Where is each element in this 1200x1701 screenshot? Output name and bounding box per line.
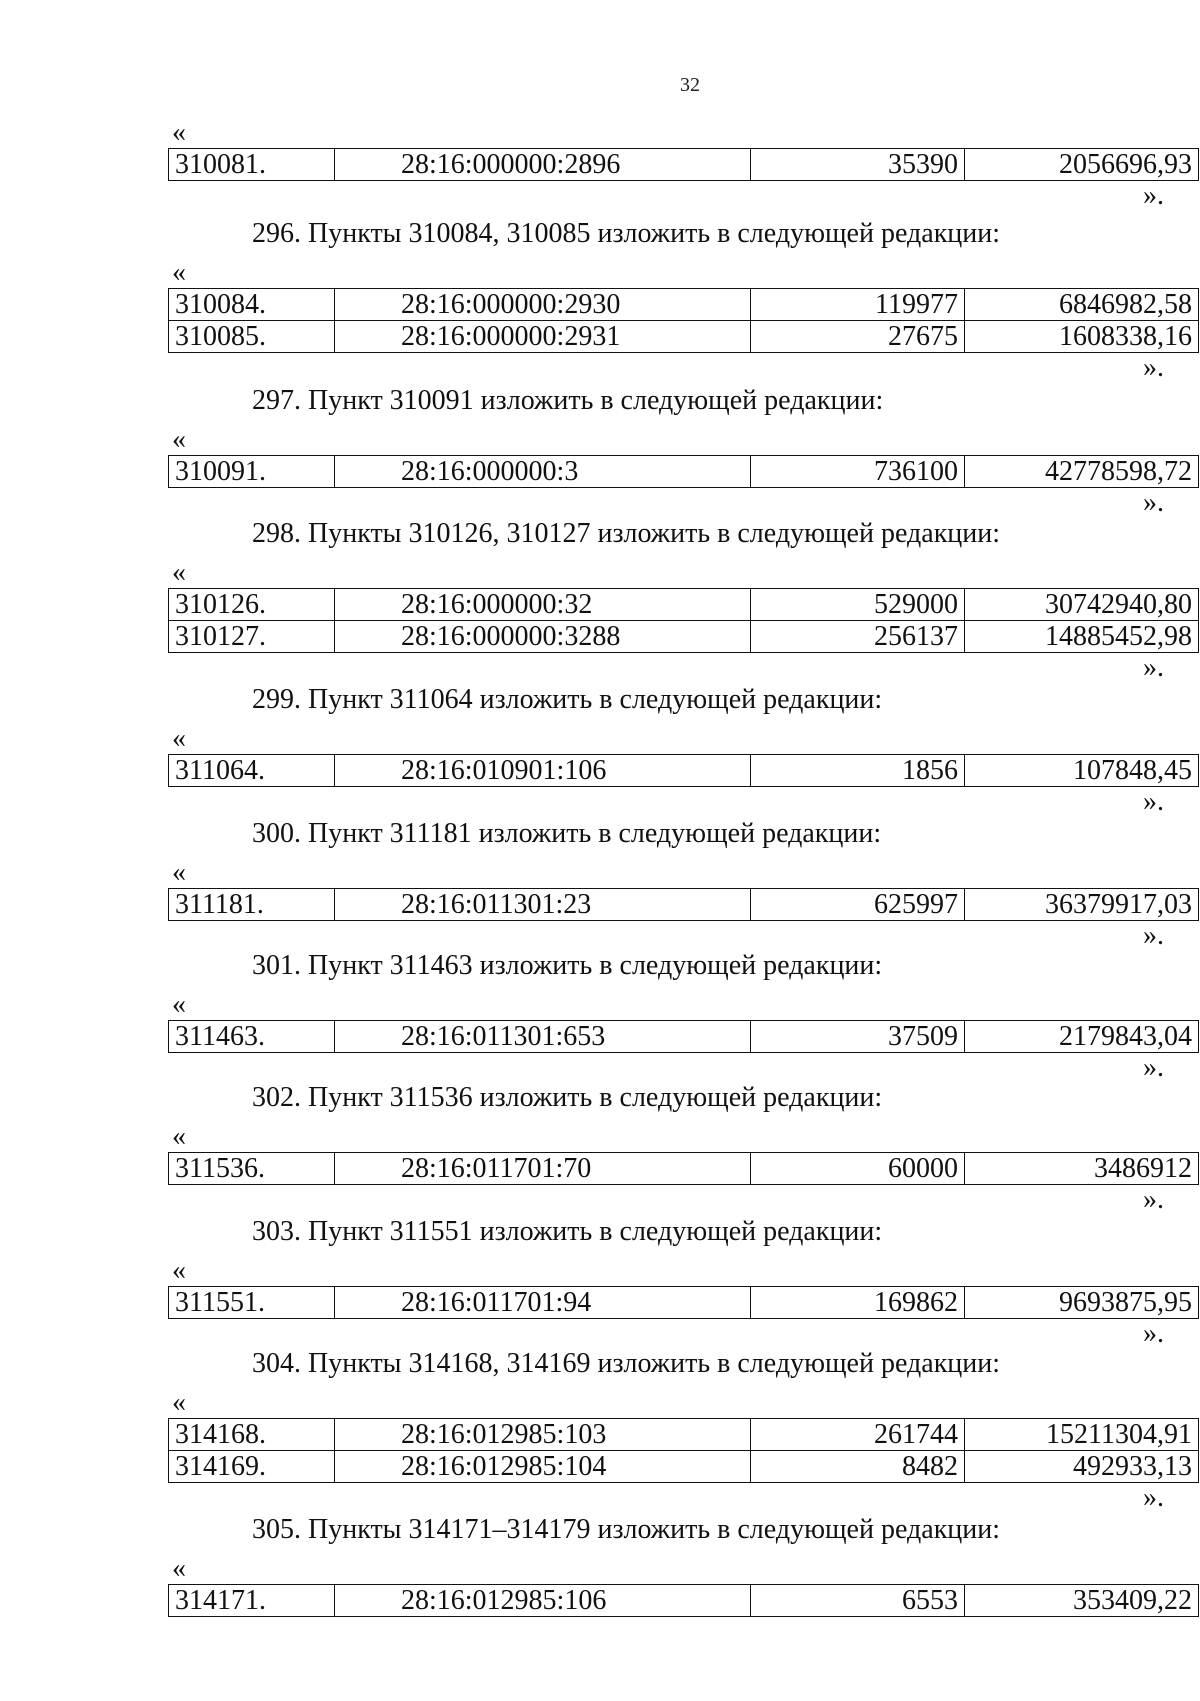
amendment-instruction: 305. Пункты 314171–314179 изложить в следующей редакции: — [252, 1514, 1001, 1545]
amendment-instruction: 296. Пункты 310084, 310085 изложить в следующей редакции: — [252, 218, 1001, 249]
record-table — [168, 455, 1199, 488]
table-row — [169, 149, 1199, 181]
area-value: 27675 — [751, 321, 965, 353]
amendment-block — [168, 818, 1192, 953]
record-table — [168, 288, 1199, 353]
cost-value: 1608338,16 — [965, 321, 1199, 353]
close-quote: ». — [1143, 180, 1164, 211]
item-number: 314171. — [169, 1585, 335, 1617]
table-row — [169, 1419, 1199, 1451]
open-quote: « — [172, 1255, 186, 1286]
record-table — [168, 888, 1199, 921]
close-quote: ». — [1143, 1482, 1164, 1513]
item-number: 310084. — [169, 289, 335, 321]
amendment-block — [168, 1216, 1192, 1351]
record-table — [168, 148, 1199, 181]
open-quote: « — [172, 1387, 186, 1418]
cadastral-number: 28:16:011301:653 — [335, 1021, 751, 1053]
amendment-block — [168, 1514, 1192, 1617]
open-quote: « — [172, 117, 186, 148]
table-row — [169, 889, 1199, 921]
close-quote: ». — [1143, 1052, 1164, 1083]
item-number: 311181. — [169, 889, 335, 921]
open-quote: « — [172, 1553, 186, 1584]
record-table — [168, 1584, 1199, 1617]
record-table — [168, 588, 1199, 653]
item-number: 311536. — [169, 1153, 335, 1185]
close-quote: ». — [1143, 786, 1164, 817]
table-row — [169, 589, 1199, 621]
area-value: 60000 — [751, 1153, 965, 1185]
amendment-instruction: 303. Пункт 311551 изложить в следующей редакции: — [252, 1216, 883, 1247]
table-row — [169, 1021, 1199, 1053]
amendment-block — [168, 1348, 1192, 1515]
cadastral-number: 28:16:012985:104 — [335, 1451, 751, 1483]
cadastral-number: 28:16:010901:106 — [335, 755, 751, 787]
close-quote: ». — [1143, 1184, 1164, 1215]
table-row — [169, 321, 1199, 353]
cadastral-number: 28:16:000000:3 — [335, 456, 751, 488]
cadastral-number: 28:16:011701:70 — [335, 1153, 751, 1185]
record-table — [168, 1152, 1199, 1185]
close-quote: ». — [1143, 652, 1164, 683]
close-quote: ». — [1143, 487, 1164, 518]
area-value: 1856 — [751, 755, 965, 787]
cadastral-number: 28:16:000000:32 — [335, 589, 751, 621]
cost-value: 30742940,80 — [965, 589, 1199, 621]
table-row — [169, 289, 1199, 321]
table-row — [169, 755, 1199, 787]
amendment-instruction: 297. Пункт 310091 изложить в следующей редакции: — [252, 385, 884, 416]
cost-value: 36379917,03 — [965, 889, 1199, 921]
area-value: 261744 — [751, 1419, 965, 1451]
close-quote: ». — [1143, 1318, 1164, 1349]
table-row — [169, 621, 1199, 653]
open-quote: « — [172, 989, 186, 1020]
item-number: 314169. — [169, 1451, 335, 1483]
amendment-block — [168, 218, 1192, 385]
open-quote: « — [172, 723, 186, 754]
table-row — [169, 1585, 1199, 1617]
table-row — [169, 1451, 1199, 1483]
cost-value: 6846982,58 — [965, 289, 1199, 321]
open-quote: « — [172, 857, 186, 888]
amendment-block — [168, 684, 1192, 819]
item-number: 314168. — [169, 1419, 335, 1451]
amendment-instruction: 299. Пункт 311064 изложить в следующей редакции: — [252, 684, 883, 715]
cost-value: 3486912 — [965, 1153, 1199, 1185]
close-quote: ». — [1143, 920, 1164, 951]
amendment-block — [168, 950, 1192, 1085]
item-number: 310091. — [169, 456, 335, 488]
record-table — [168, 1286, 1199, 1319]
area-value: 256137 — [751, 621, 965, 653]
amendment-block — [168, 518, 1192, 685]
item-number: 310127. — [169, 621, 335, 653]
area-value: 625997 — [751, 889, 965, 921]
item-number: 311064. — [169, 755, 335, 787]
table-row — [169, 1287, 1199, 1319]
cost-value: 2179843,04 — [965, 1021, 1199, 1053]
close-quote: ». — [1143, 352, 1164, 383]
cadastral-number: 28:16:012985:106 — [335, 1585, 751, 1617]
cadastral-number: 28:16:000000:2930 — [335, 289, 751, 321]
item-number: 310126. — [169, 589, 335, 621]
cost-value: 492933,13 — [965, 1451, 1199, 1483]
amendment-block — [168, 117, 1192, 213]
open-quote: « — [172, 257, 186, 288]
amendment-block — [168, 1082, 1192, 1217]
amendment-instruction: 298. Пункты 310126, 310127 изложить в следующей редакции: — [252, 518, 1001, 549]
cadastral-number: 28:16:011301:23 — [335, 889, 751, 921]
open-quote: « — [172, 557, 186, 588]
record-table — [168, 1020, 1199, 1053]
area-value: 35390 — [751, 149, 965, 181]
amendment-instruction: 301. Пункт 311463 изложить в следующей редакции: — [252, 950, 883, 981]
item-number: 310081. — [169, 149, 335, 181]
area-value: 529000 — [751, 589, 965, 621]
area-value: 6553 — [751, 1585, 965, 1617]
item-number: 310085. — [169, 321, 335, 353]
page-number: 32 — [680, 74, 700, 96]
item-number: 311463. — [169, 1021, 335, 1053]
cadastral-number: 28:16:000000:3288 — [335, 621, 751, 653]
area-value: 119977 — [751, 289, 965, 321]
cost-value: 15211304,91 — [965, 1419, 1199, 1451]
cadastral-number: 28:16:012985:103 — [335, 1419, 751, 1451]
record-table — [168, 754, 1199, 787]
amendment-instruction: 300. Пункт 311181 изложить в следующей редакции: — [252, 818, 882, 849]
cost-value: 107848,45 — [965, 755, 1199, 787]
open-quote: « — [172, 424, 186, 455]
area-value: 736100 — [751, 456, 965, 488]
cost-value: 353409,22 — [965, 1585, 1199, 1617]
amendment-block — [168, 385, 1192, 520]
table-row — [169, 1153, 1199, 1185]
cadastral-number: 28:16:000000:2931 — [335, 321, 751, 353]
area-value: 169862 — [751, 1287, 965, 1319]
cost-value: 42778598,72 — [965, 456, 1199, 488]
amendment-instruction: 302. Пункт 311536 изложить в следующей редакции: — [252, 1082, 883, 1113]
cost-value: 9693875,95 — [965, 1287, 1199, 1319]
cost-value: 14885452,98 — [965, 621, 1199, 653]
item-number: 311551. — [169, 1287, 335, 1319]
area-value: 8482 — [751, 1451, 965, 1483]
open-quote: « — [172, 1121, 186, 1152]
area-value: 37509 — [751, 1021, 965, 1053]
amendment-instruction: 304. Пункты 314168, 314169 изложить в следующей редакции: — [252, 1348, 1001, 1379]
record-table — [168, 1418, 1199, 1483]
table-row — [169, 456, 1199, 488]
cost-value: 2056696,93 — [965, 149, 1199, 181]
cadastral-number: 28:16:000000:2896 — [335, 149, 751, 181]
cadastral-number: 28:16:011701:94 — [335, 1287, 751, 1319]
